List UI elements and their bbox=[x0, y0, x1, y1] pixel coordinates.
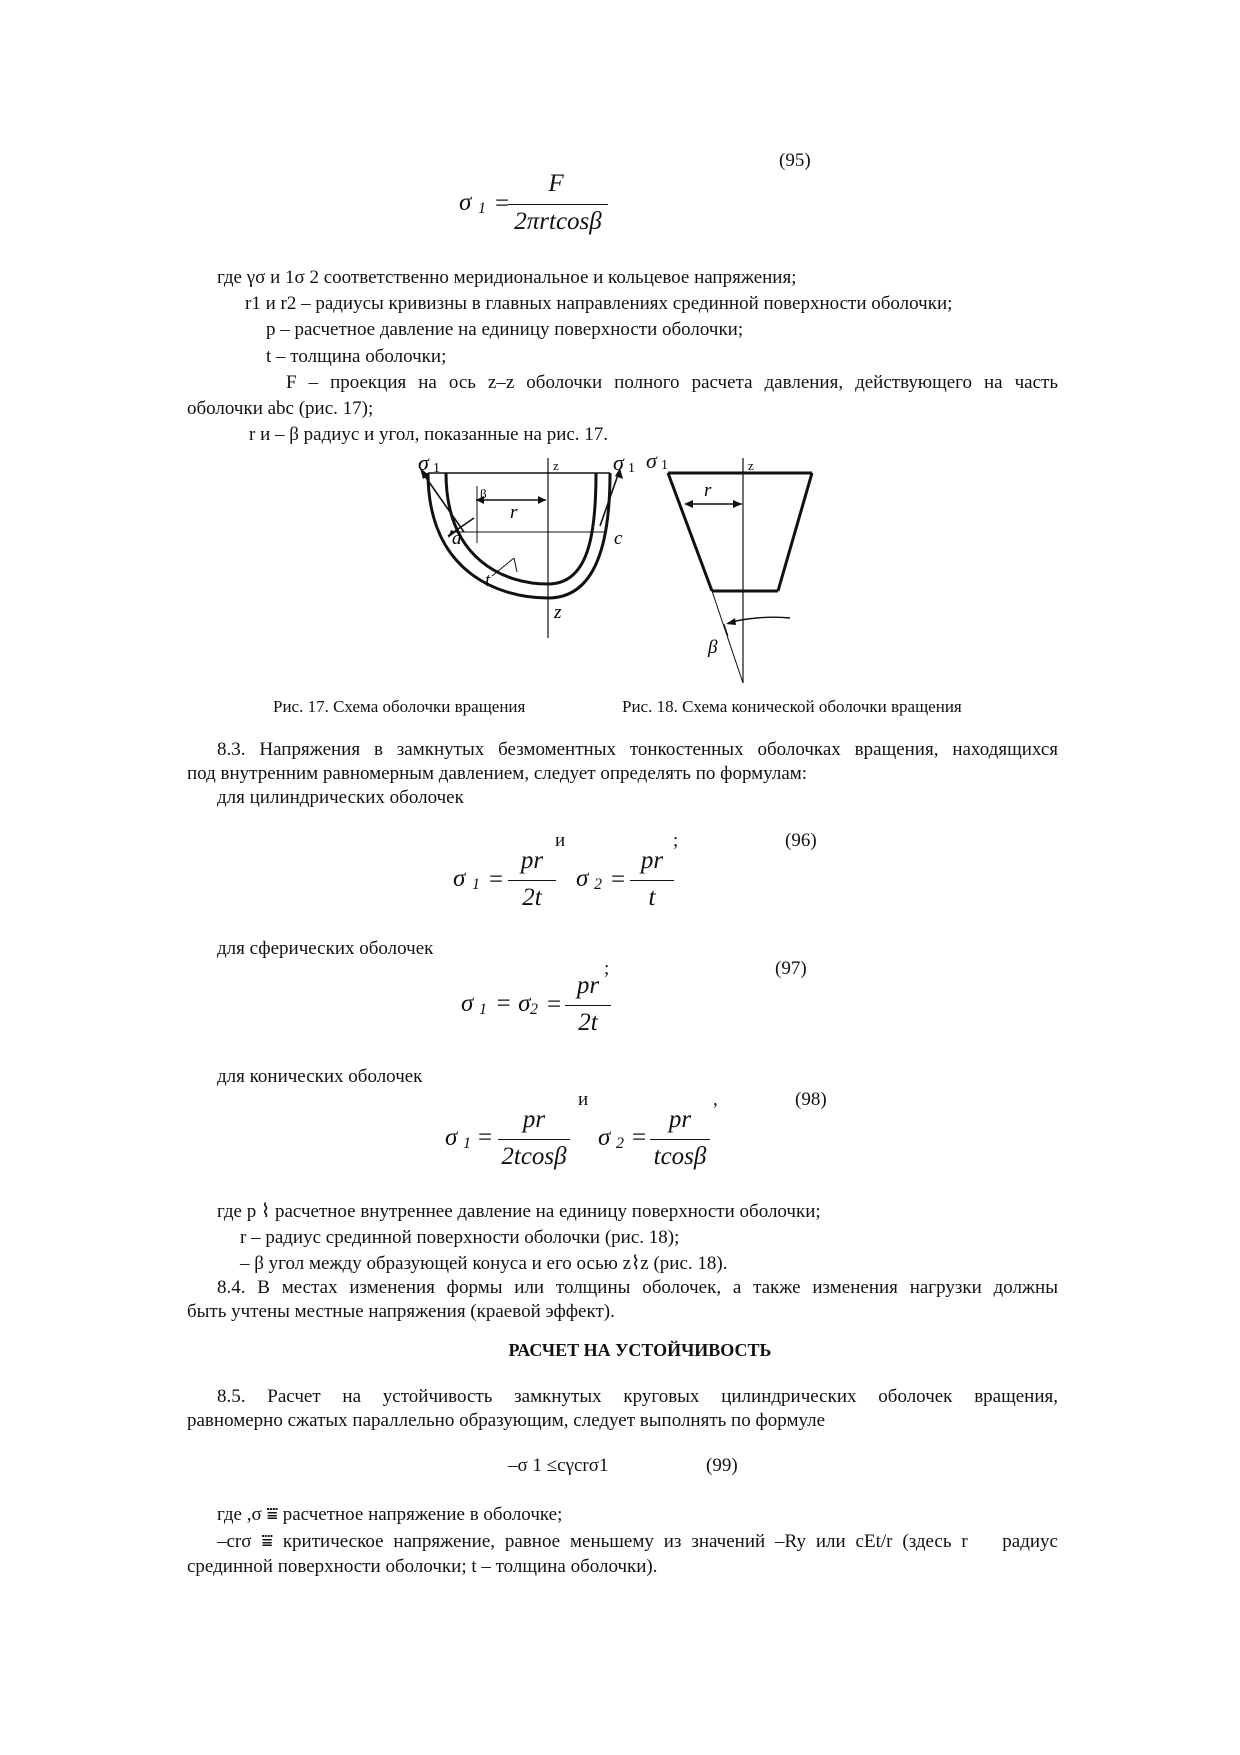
fig17-beta-label: β bbox=[480, 486, 487, 501]
fig18-beta-label: β bbox=[708, 637, 718, 658]
fig18-r-label: r bbox=[704, 480, 712, 501]
where2-line2: r – радиус срединной поверхности оболочки (рис. 18); bbox=[240, 1227, 680, 1248]
eq97-numerator: pr bbox=[576, 972, 600, 999]
eq98-numerator2: pr bbox=[668, 1106, 692, 1133]
eq96-denominator2: t bbox=[648, 884, 656, 911]
eq98-sigma1-sub: 1 bbox=[463, 1135, 471, 1152]
eq96-fraction-bar2 bbox=[630, 880, 674, 881]
figure-17-shell-diagram bbox=[400, 448, 640, 648]
eq97-mid: = σ bbox=[495, 990, 531, 1017]
eq96-equals2: = bbox=[611, 866, 626, 893]
eq97-sigma1-sub: 1 bbox=[479, 1001, 487, 1018]
eq96-and: и bbox=[555, 830, 566, 851]
conical-label: для конических оболочек bbox=[217, 1066, 423, 1087]
eq95-sigma: σ bbox=[459, 189, 472, 216]
where1-line1: где γσ и 1σ 2 соответственно меридиональное и кольцевое напряжения; bbox=[217, 267, 797, 288]
fig17-r-label: r bbox=[510, 502, 518, 523]
figure-18-caption: Рис. 18. Схема конической оболочки вращения bbox=[622, 697, 962, 716]
eq98-sigma2-sub: 2 bbox=[616, 1135, 624, 1152]
sec83-line2: под внутренним равномерным давлением, следует определять по формулам: bbox=[187, 763, 808, 784]
fig18-sigma: σ bbox=[646, 448, 657, 473]
fig17-sigma-right-sub: 1 bbox=[628, 461, 635, 476]
eq96-semicolon: ; bbox=[673, 830, 679, 851]
equation-number-96: (96) bbox=[785, 830, 817, 851]
eq97-sigma1: σ bbox=[461, 990, 474, 1017]
where1-line4: t – толщина оболочки; bbox=[266, 346, 447, 367]
eq98-equals1: = bbox=[478, 1124, 493, 1151]
eq95-fraction-bar bbox=[508, 204, 608, 205]
eq98-fraction-bar1 bbox=[498, 1139, 570, 1140]
fig18-z-top-label: z bbox=[748, 458, 754, 473]
sec85-line2: равномерно сжатых параллельно образующим, следует выполнять по формуле bbox=[187, 1410, 826, 1431]
fig17-sigma-left: σ bbox=[418, 450, 429, 475]
fig17-z-top-label: z bbox=[553, 458, 559, 473]
where1-line2: r1 и r2 – радиусы кривизны в главных направлениях срединной поверхности оболочки; bbox=[245, 293, 953, 314]
eq98-fraction-bar2 bbox=[650, 1139, 710, 1140]
where1-line5b: оболочки abc (рис. 17); bbox=[187, 398, 374, 419]
sec85-line1: 8.5. Расчет на устойчивость замкнутых круговых цилиндрических оболочек вращения, bbox=[217, 1386, 1058, 1407]
fig17-a-label: a bbox=[452, 528, 462, 549]
eq96-numerator2: pr bbox=[640, 847, 664, 874]
eq98-sigma2: σ bbox=[598, 1124, 611, 1151]
eq96-equals1: = bbox=[489, 866, 504, 893]
eq97-semicolon: ; bbox=[604, 958, 610, 979]
eq98-numerator1: pr bbox=[522, 1106, 546, 1133]
fig17-sigma-left-sub: 1 bbox=[433, 461, 440, 476]
section-heading-stability: РАСЧЕТ НА УСТОЙЧИВОСТЬ bbox=[508, 1340, 772, 1360]
equation-number-99: (99) bbox=[706, 1455, 738, 1476]
eq97-sigma2-sub: 2 bbox=[530, 1001, 538, 1018]
fig17-sigma-right: σ bbox=[613, 450, 624, 475]
eq95-equals: = bbox=[495, 190, 510, 217]
eq98-and: и bbox=[578, 1089, 589, 1110]
eq98-equals2: = bbox=[632, 1124, 647, 1151]
equation-number-97: (97) bbox=[775, 958, 807, 979]
spherical-label: для сферических оболочек bbox=[217, 938, 434, 959]
eq95-sigma-sub: 1 bbox=[478, 200, 486, 217]
figure-17-caption: Рис. 17. Схема оболочки вращения bbox=[273, 697, 526, 716]
equation-99: –σ 1 ≤cγcrσ1 bbox=[508, 1455, 609, 1476]
fig17-t-label: t bbox=[485, 570, 491, 591]
eq96-denominator1: 2t bbox=[522, 884, 542, 911]
fig17-z-bottom-label: z bbox=[554, 602, 562, 623]
fig18-sigma-sub: 1 bbox=[661, 458, 668, 473]
where3-line2: –crσ ⩸ критическое напряжение, равное меньшему из значений –Ry или cEt/r (здесь r 󰀀 радиус bbox=[217, 1531, 1058, 1552]
fig17-c-label: c bbox=[614, 528, 623, 549]
eq96-sigma1-sub: 1 bbox=[472, 876, 480, 893]
equation-number-98: (98) bbox=[795, 1089, 827, 1110]
eq98-denominator2: tcosβ bbox=[653, 1143, 707, 1170]
figure-18-cone-diagram bbox=[660, 448, 830, 688]
eq97-fraction-bar bbox=[565, 1005, 611, 1006]
equation-number-95: (95) bbox=[779, 150, 811, 171]
eq95-denominator: 2πrtcosβ bbox=[514, 208, 602, 235]
eq97-denominator: 2t bbox=[578, 1009, 598, 1036]
sec84-line2: быть учтены местные напряжения (краевой эффект). bbox=[187, 1301, 615, 1322]
eq96-sigma1: σ bbox=[453, 865, 466, 892]
sec84-line1: 8.4. В местах изменения формы или толщины оболочек, а также изменения нагрузки должны bbox=[217, 1277, 1058, 1298]
sec83-line1: 8.3. Напряжения в замкнутых безмоментных тонкостенных оболочках вращения, находящихся bbox=[217, 739, 1058, 760]
eq95-numerator: F bbox=[548, 170, 564, 197]
eq97-equals: = bbox=[547, 991, 562, 1018]
eq98-comma: , bbox=[713, 1089, 718, 1110]
eq96-fraction-bar1 bbox=[508, 880, 556, 881]
eq98-sigma1: σ bbox=[445, 1124, 458, 1151]
where2-line3: – β угол между образующей конуса и его осью z⌇z (рис. 18). bbox=[240, 1253, 728, 1274]
sec83-line3: для цилиндрических оболочек bbox=[217, 787, 464, 808]
where1-line3: p – расчетное давление на единицу поверхности оболочки; bbox=[266, 319, 744, 340]
where1-line6: r и – β радиус и угол, показанные на рис. 17. bbox=[249, 424, 609, 445]
eq96-sigma2: σ bbox=[576, 865, 589, 892]
where2-line1: где p ⌇ расчетное внутреннее давление на единицу поверхности оболочки; bbox=[217, 1201, 821, 1222]
eq98-denominator1: 2tcosβ bbox=[501, 1143, 567, 1170]
eq96-numerator1: pr bbox=[520, 847, 544, 874]
eq96-sigma2-sub: 2 bbox=[594, 876, 602, 893]
where1-line5a: F – проекция на ось z–z оболочки полного расчета давления, действующего на часть bbox=[286, 372, 1058, 393]
where3-line3: срединной поверхности оболочки; t – толщина оболочки). bbox=[187, 1556, 658, 1577]
where3-line1: где ,σ ⩸ расчетное напряжение в оболочке; bbox=[217, 1504, 563, 1525]
